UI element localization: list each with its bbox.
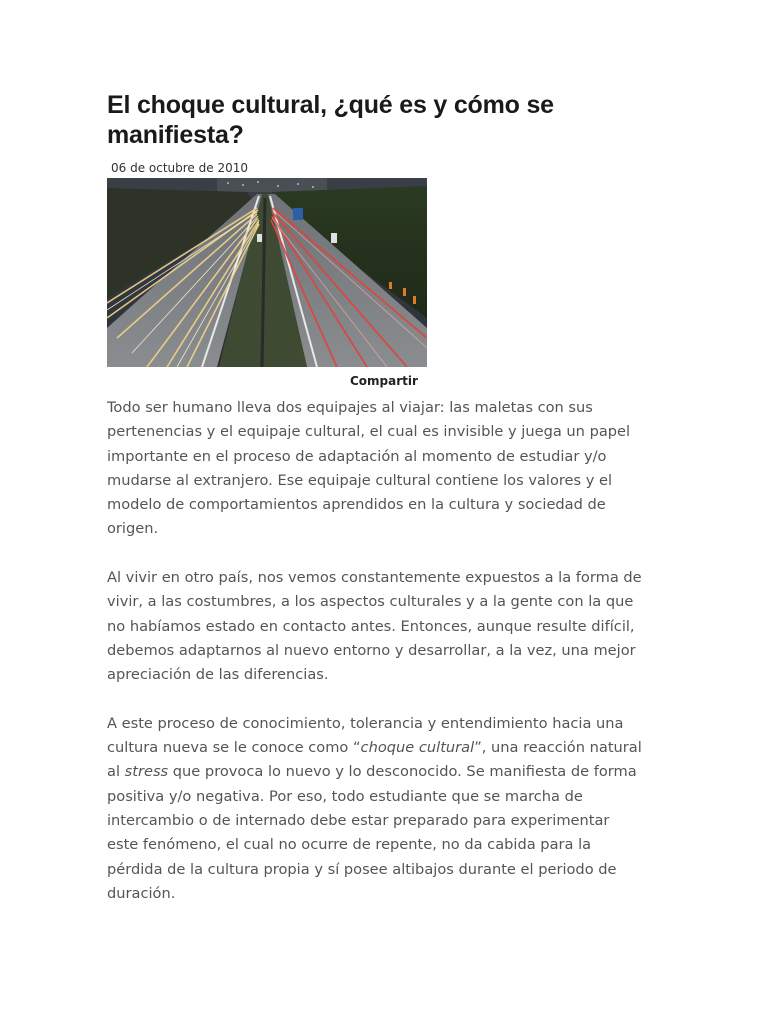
text-line: Al vivir en otro país, nos vemos constantemente expuestos a la forma de bbox=[107, 569, 642, 587]
text-line: no habíamos estado en contacto antes. Entonces, aunque resulte difícil, bbox=[107, 617, 635, 635]
text-segment: cultura nueva se le conoce como “ bbox=[107, 739, 361, 757]
emphasis-stress: stress bbox=[124, 763, 169, 781]
text-line: pérdida de la cultura propia y sí posee altibajos durante el periodo de bbox=[107, 860, 617, 878]
text-segment: que provoca lo nuevo y lo desconocido. Se manifiesta de forma bbox=[168, 763, 637, 781]
article-date: 06 de octubre de 2010 bbox=[111, 161, 248, 175]
article-body bbox=[107, 396, 667, 931]
text-line: pertenencias y el equipaje cultural, el cual es invisible y juega un papel bbox=[107, 423, 631, 441]
text-line: debemos adaptarnos al nuevo entorno y desarrollar, a la vez, una mejor bbox=[107, 641, 636, 659]
article-title: El choque cultural, ¿qué es y cómo se manifiesta? bbox=[107, 91, 554, 149]
text-line bbox=[107, 760, 667, 784]
paragraph-1 bbox=[107, 396, 667, 542]
paragraph-3 bbox=[107, 712, 667, 906]
text-line: este fenómeno, el cual no ocurre de repente, no da cabida para la bbox=[107, 836, 592, 854]
emphasis-choque-cultural: choque cultural bbox=[360, 739, 475, 757]
text-line: positiva y/o negativa. Por eso, todo estudiante que se marcha de bbox=[107, 787, 583, 805]
text-line: mudarse al extranjero. Ese equipaje cultural contiene los valores y el bbox=[107, 471, 613, 489]
text-line: vivir, a las costumbres, a los aspectos culturales y a la gente con la que bbox=[107, 593, 634, 611]
text-line: modelo de comportamientos aprendidos en la cultura y sociedad de bbox=[107, 496, 606, 514]
text-line: importante en el proceso de adaptación al momento de estudiar y/o bbox=[107, 447, 607, 465]
text-segment: al bbox=[107, 763, 125, 781]
highway-photo bbox=[107, 178, 427, 367]
text-line: A este proceso de conocimiento, tolerancia y entendimiento hacia una bbox=[107, 714, 624, 732]
text-line: apreciación de las diferencias. bbox=[107, 666, 329, 684]
paragraph-2 bbox=[107, 566, 667, 687]
text-segment: ”, una reacción natural bbox=[474, 739, 642, 757]
share-link[interactable]: Compartir bbox=[350, 374, 418, 388]
text-line: Todo ser humano lleva dos equipajes al viajar: las maletas con sus bbox=[107, 399, 593, 416]
text-line: origen. bbox=[107, 520, 159, 538]
text-line bbox=[107, 736, 667, 760]
text-line: duración. bbox=[107, 884, 176, 902]
text-line: intercambio o de internado debe estar preparado para experimentar bbox=[107, 812, 610, 830]
